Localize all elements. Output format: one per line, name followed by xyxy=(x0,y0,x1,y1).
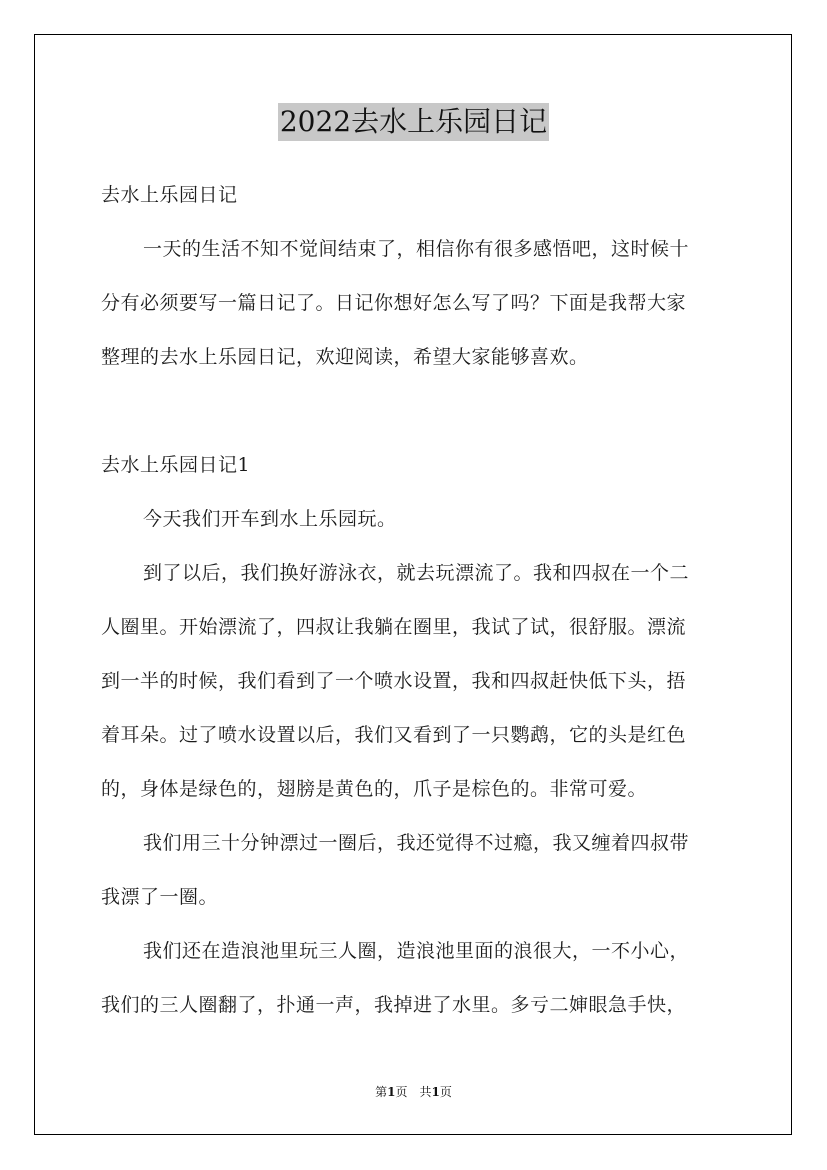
page-total: 1 xyxy=(431,1085,440,1099)
page-footer xyxy=(0,1083,827,1100)
body-line: 今天我们开车到水上乐园玩。 xyxy=(143,508,397,530)
page-label-mid: 页 共 xyxy=(395,1085,432,1099)
blank-line xyxy=(101,384,727,438)
intro-line: 分有必须要写一篇日记了。日记你想好怎么写了吗？下面是我帮大家 xyxy=(101,292,687,314)
page-current: 1 xyxy=(387,1085,396,1099)
intro-line: 整理的去水上乐园日记，欢迎阅读，希望大家能够喜欢。 xyxy=(101,346,589,368)
body-line: 着耳朵。过了喷水设置以后，我们又看到了一只鹦鹉，它的头是红色 xyxy=(101,724,687,746)
page-label-suffix: 页 xyxy=(439,1085,452,1099)
body-line: 我们还在造浪池里玩三人圈，造浪池里面的浪很大，一不小心， xyxy=(143,940,690,962)
body-line: 的，身体是绿色的，翅膀是黄色的，爪子是棕色的。非常可爱。 xyxy=(101,778,648,800)
body-line: 我们用三十分钟漂过一圈后，我还觉得不过瘾，我又缠着四叔带 xyxy=(143,832,690,854)
section-heading: 去水上乐园日记1 xyxy=(101,454,251,476)
body-line: 人圈里。开始漂流了，四叔让我躺在圈里，我试了试，很舒服。漂流 xyxy=(101,616,687,638)
body-line: 到一半的时候，我们看到了一个喷水设置，我和四叔赶快低下头，捂 xyxy=(101,670,687,692)
page-label-prefix: 第 xyxy=(375,1085,388,1099)
title-container xyxy=(0,103,827,141)
subtitle: 去水上乐园日记 xyxy=(101,184,238,206)
body-line: 我们的三人圈翻了，扑通一声，我掉进了水里。多亏二婶眼急手快， xyxy=(101,994,687,1016)
body-line: 我漂了一圈。 xyxy=(101,886,219,908)
document-title: 2022去水上乐园日记 xyxy=(278,103,549,141)
body-line: 到了以后，我们换好游泳衣，就去玩漂流了。我和四叔在一个二 xyxy=(143,562,690,584)
intro-line: 一天的生活不知不觉间结束了，相信你有很多感悟吧，这时候十 xyxy=(143,238,690,260)
document-body xyxy=(101,168,727,1032)
